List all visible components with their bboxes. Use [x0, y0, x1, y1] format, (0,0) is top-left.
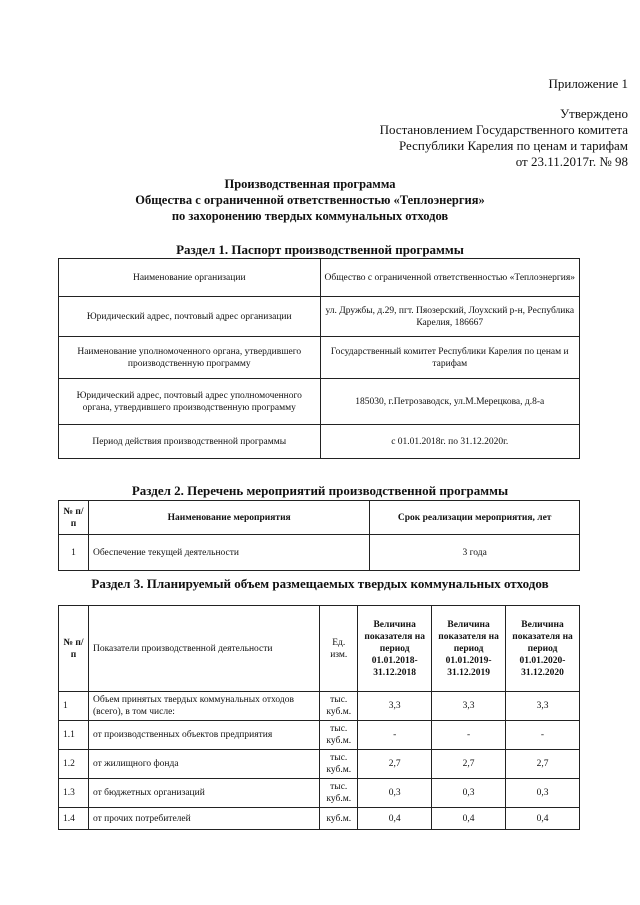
measures-table	[58, 500, 580, 571]
passport-label-cell: Период действия производственной программы	[59, 425, 321, 459]
approval-block	[298, 106, 628, 170]
passport-label-cell: Юридический адрес, почтовый адрес уполномоченного органа, утвердившего производственную программу	[59, 379, 321, 425]
passport-label-cell: Наименование уполномоченного органа, утвердившего производственную программу	[59, 337, 321, 379]
column-header-name: Наименование мероприятия	[88, 501, 369, 535]
row-num: 1.3	[59, 779, 89, 808]
row-value-2019: 0,4	[432, 808, 506, 830]
row-value-2020: 3,3	[506, 692, 580, 721]
passport-value-cell: 185030, г.Петрозаводск, ул.М.Мерецкова, д.8-а	[320, 379, 580, 425]
row-num: 1.1	[59, 721, 89, 750]
approval-line-2: Постановлением Государственного комитета	[379, 122, 628, 137]
row-unit: тыс. куб.м.	[320, 779, 358, 808]
passport-label-cell: Юридический адрес, почтовый адрес организации	[59, 297, 321, 337]
row-value-2020: 2,7	[506, 750, 580, 779]
table-row	[59, 259, 580, 297]
passport-value-cell: Государственный комитет Республики Карелия по ценам и тарифам	[320, 337, 580, 379]
row-value-2018: 2,7	[358, 750, 432, 779]
measure-term: 3 года	[370, 535, 580, 571]
measure-name: Обеспечение текущей деятельности	[88, 535, 369, 571]
row-value-2018: 0,3	[358, 779, 432, 808]
section1-heading: Раздел 1. Паспорт производственной программы	[176, 242, 464, 257]
row-unit: тыс. куб.м.	[320, 750, 358, 779]
row-value-2019: -	[432, 721, 506, 750]
row-num: 1.4	[59, 808, 89, 830]
row-indicator: Объем принятых твердых коммунальных отходов (всего), в том числе:	[88, 692, 319, 721]
passport-table	[58, 258, 580, 459]
row-unit: куб.м.	[320, 808, 358, 830]
table-row	[59, 535, 580, 571]
row-value-2019: 2,7	[432, 750, 506, 779]
table-row	[59, 750, 580, 779]
passport-value-cell: с 01.01.2018г. по 31.12.2020г.	[320, 425, 580, 459]
column-header-unit: Ед. изм.	[320, 606, 358, 692]
passport-label-cell: Наименование организации	[59, 259, 321, 297]
table-header-row	[59, 501, 580, 535]
row-value-2020: 0,3	[506, 779, 580, 808]
approval-line-3: Республики Карелия по ценам и тарифам	[398, 138, 628, 153]
title-line-1: Производственная программа	[224, 177, 396, 191]
row-value-2018: -	[358, 721, 432, 750]
row-value-2018: 3,3	[358, 692, 432, 721]
approval-line-1: Утверждено	[559, 106, 628, 121]
passport-value-cell: Общество с ограниченной ответственностью «Теплоэнергия»	[320, 259, 580, 297]
table-row	[59, 808, 580, 830]
row-value-2019: 0,3	[432, 779, 506, 808]
row-indicator: от жилищного фонда	[88, 750, 319, 779]
row-unit: тыс. куб.м.	[320, 721, 358, 750]
column-header-period-2020: Величина показателя на период 01.01.2020-31.12.2020	[506, 606, 580, 692]
row-value-2018: 0,4	[358, 808, 432, 830]
measure-num: 1	[59, 535, 89, 571]
row-indicator: от бюджетных организаций	[88, 779, 319, 808]
passport-value-cell: ул. Дружбы, д.29, пгт. Пяозерский, Лоухский р-н, Республика Карелия, 186667	[320, 297, 580, 337]
column-header-term: Срок реализации мероприятия, лет	[370, 501, 580, 535]
row-unit: тыс. куб.м.	[320, 692, 358, 721]
row-value-2020: 0,4	[506, 808, 580, 830]
table-row	[59, 379, 580, 425]
column-header-indicator: Показатели производственной деятельности	[88, 606, 319, 692]
title-line-3: по захоронению твердых коммунальных отходов	[171, 209, 449, 223]
volume-table	[58, 605, 580, 830]
approval-line-4: от 23.11.2017г. № 98	[515, 154, 628, 169]
row-num: 1	[59, 692, 89, 721]
table-header-row	[59, 606, 580, 692]
column-header-period-2018: Величина показателя на период 01.01.2018-31.12.2018	[358, 606, 432, 692]
table-row	[59, 297, 580, 337]
table-row	[59, 721, 580, 750]
program-title	[70, 176, 550, 224]
row-value-2019: 3,3	[432, 692, 506, 721]
row-num: 1.2	[59, 750, 89, 779]
section3-heading: Раздел 3. Планируемый объем размещаемых твердых коммунальных отходов	[91, 576, 549, 591]
column-header-num: № п/п	[59, 501, 89, 535]
row-indicator: от прочих потребителей	[88, 808, 319, 830]
table-row	[59, 692, 580, 721]
title-line-2: Общества с ограниченной ответственностью «Теплоэнергия»	[135, 193, 485, 207]
row-value-2020: -	[506, 721, 580, 750]
column-header-period-2019: Величина показателя на период 01.01.2019-31.12.2019	[432, 606, 506, 692]
table-row	[59, 779, 580, 808]
section2-heading: Раздел 2. Перечень мероприятий производственной программы	[131, 483, 509, 498]
column-header-num: № п/п	[59, 606, 89, 692]
table-row	[59, 425, 580, 459]
row-indicator: от производственных объектов предприятия	[88, 721, 319, 750]
table-row	[59, 337, 580, 379]
appendix-label: Приложение 1	[548, 76, 628, 91]
